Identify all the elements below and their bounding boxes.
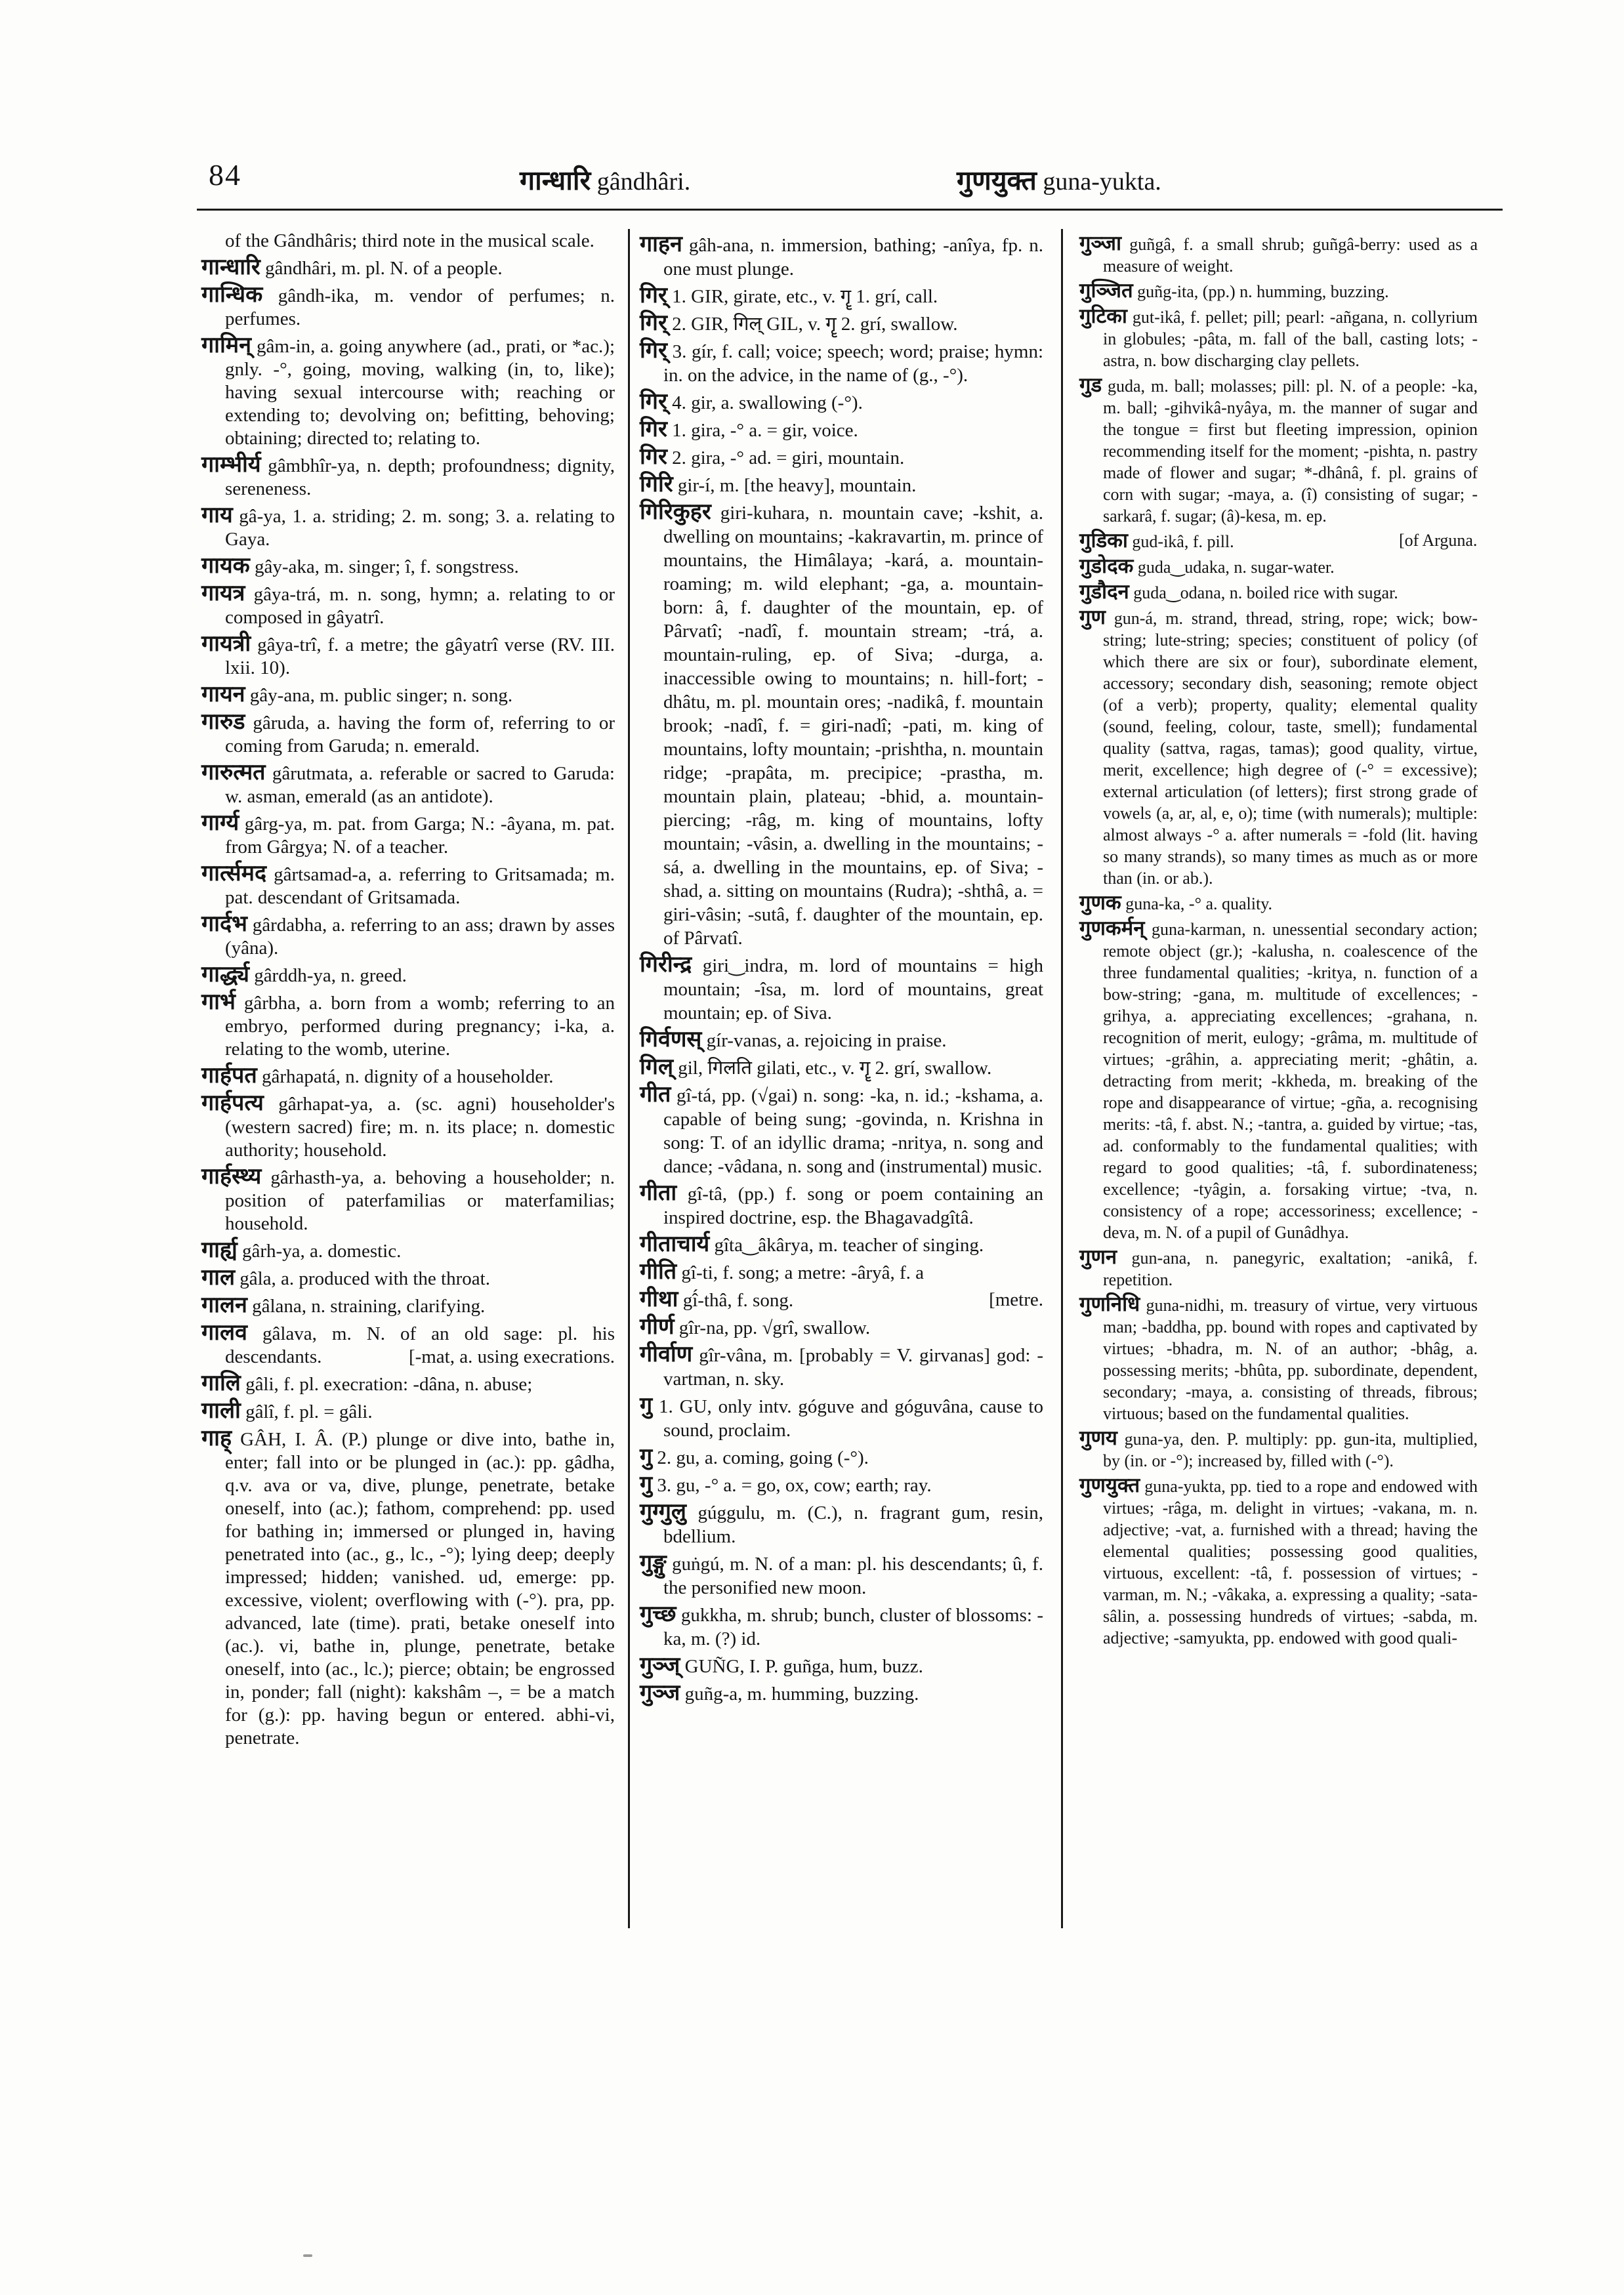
page-number: 84 [209,158,241,192]
entry-body: gúggulu, m. (C.), n. fragrant gum, resin, bdellium. [663,1502,1043,1547]
entry-body: guda, m. ball; molasses; pill: pl. N. of a people: -ka, m. ball; -gihvikâ-nyâya, m. the manner of sugar and the tongue = first but fleeting impression, opinion recommending itself for the moment; -pishta, n. pastry made of flower and sugar; *-dhânâ, f. pl. grains of corn with sugar; -maya, a. (î) consisting of sugar; -sarkarâ, f. sugar; (â)-kesa, m. ep. [1103,377,1478,526]
entry-bracket-note: [metre. [989,1289,1043,1310]
entry-body: gír-vanas, a. rejoicing in praise. [706,1030,947,1051]
dictionary-entry [201,1092,615,1162]
entry-body: gâlana, n. straining, clarifying. [252,1296,486,1317]
entry-body: gârhapat-ya, a. (sc. agni) householder's (western sacred) fire; m. n. its place; n. domestic authority; household. [225,1094,615,1161]
dictionary-entry [640,1445,1043,1470]
entry-headword-devanagari: गिर्वणस् [640,1027,702,1052]
dictionary-entry [640,1682,1043,1706]
entry-body: 2. gira, -° ad. = giri, mountain. [672,447,905,468]
entry-headword-devanagari: गालि [201,1371,241,1396]
entry-body: gî́-thâ, f. song. [682,1290,794,1311]
dictionary-entry [640,1182,1043,1230]
dictionary-entry [201,256,615,280]
entry-headword-devanagari: गु [640,1472,653,1497]
entry-body: gâ-ya, 1. a. striding; 2. m. song; 3. a. relating to Gaya. [225,506,615,550]
dictionary-entry [640,1552,1043,1600]
entry-body: gî-tâ, (pp.) f. song or poem containing an inspired doctrine, esp. the Bhagavadgîtâ. [663,1184,1043,1228]
entry-headword-devanagari: गुञ्ज [640,1681,680,1705]
entry-body: 3. gír, f. call; voice; speech; word; praise; hymn: in. on the advice, in the name of (g., -°). [663,341,1044,386]
dictionary-entry [640,339,1043,387]
text-column-1 [201,230,615,1750]
entry-body: gâlî, f. pl. = gâli. [245,1401,373,1422]
dictionary-entry [640,1343,1043,1391]
dictionary-entry [1079,1474,1478,1649]
entry-body: gî-tá, pp. (√gai) n. song: -ka, n. id.; -kshama, a. capable of being sung; -govinda, n. Krishna in song: T. of an idyllic drama; -nritya, n. song and dance; -vâdana, n. song and (instrumental) music. [663,1085,1044,1177]
dictionary-entry [1079,1427,1478,1472]
entry-body: gâya-trî, f. a metre; the gâyatrî verse (RV. III. lxii. 10). [225,634,615,678]
dictionary-entry [640,501,1043,950]
entry-body: guna-yukta, pp. tied to a rope and endowed with virtues; -râga, m. delight in virtues; -vakana, m. n. adjective; -vat, a. furnished with a thread; having the elemental qualities; possessing good qualities, virtuous, excellent: -tâ, f. possession of virtues; -varman, m. N.; -vâkaka, a. expressing a quality; -sata-sâlin, a. possessing hundreds of virtues; -sabda, m. adjective; -samyukta, pp. endowed with good quali- [1103,1477,1478,1647]
entry-headword-devanagari: गिर [640,445,667,469]
entry-body: 1. gira, -° a. = gir, voice. [672,420,858,441]
entry-body: gârddh-ya, n. greed. [254,965,407,986]
running-head-right-transliteration: guna-yukta. [1043,168,1161,196]
entry-headword-devanagari: गार्हस्थ्य [201,1165,262,1189]
dictionary-entry [640,445,1043,470]
dictionary-entry [201,1399,615,1424]
entry-headword-devanagari: गीति [640,1260,677,1284]
dictionary-entry [201,1321,615,1369]
entry-headword-devanagari: गान्धारि [201,255,260,279]
entry-headword-devanagari: गायन [201,682,245,707]
dictionary-entry [201,711,615,758]
entry-body: 1. GIR, girate, etc., v. गॄ 1. grí, call. [672,286,938,307]
dictionary-entry [201,453,615,501]
entry-body: guda‿udaka, n. sugar-water. [1137,558,1335,577]
dictionary-entry [640,1288,1043,1312]
entry-body: gâya-trá, m. n. song, hymn; a. relating to or composed in gâyatrî. [225,584,615,628]
entry-body: gîr-vâna, m. [probably = V. girvanas] god: -vartman, n. sky. [663,1345,1043,1390]
entry-bracket-note: [-mat, a. using execrations. [408,1346,615,1367]
entry-body: gukkha, m. shrub; bunch, cluster of blossoms: -ka, m. (?) id. [663,1605,1043,1649]
entry-body: guna-karman, n. unessential secondary action; remote object (gr.); -kalusha, n. coalescence of the three fundamental qualities; -kritya, n. function of a bow-string; -gana, m. multitude of excellences; -grihya, a. appreciating excellences; -grahana, n. recognition of merit, eulogy; -grâma, m. multitude of virtues; -grâhin, a. appreciating merit; -ghâtin, a. detracting from merit; -kkheda, m. breaking of the rope and disappearance of virtue; -gña, a. recognising merits: -tâ, f. abst. N.; -tantra, a. guided by virtue; -tas, ad. conformably to the fundamental qualities; with regard to good qualities; -tâ, f. subordinateness; excellence; -tyâgin, a. forsaking virtue; -tva, n. consistency of a rope; accessoriness; excellence; -deva, m. N. of a pupil of Gunâdhya. [1103,920,1478,1242]
running-head-left-devanagari: गान्धारि [520,165,591,196]
entry-body: guna-ya, den. P. multiply: pp. gun-ita, multiplied, by (in. or -°); increased by, filled with (-°). [1103,1430,1478,1470]
entry-headword-devanagari: गुञ्ज् [640,1653,680,1678]
dictionary-entry [1079,917,1478,1243]
entry-headword-devanagari: गाहन [640,232,682,257]
entry-body: gud-ikâ, f. pill. [1132,532,1234,551]
entry-headword-devanagari: गुणयुक्त [1079,1474,1140,1497]
entry-body: gârdabha, a. referring to an ass; drawn by asses (yâna). [225,915,615,959]
entry-headword-devanagari: गुण [1079,606,1106,629]
entry-body: guna-ka, -° a. quality. [1125,894,1273,913]
entry-headword-devanagari: गिरीन्द्र [640,953,692,977]
entry-headword-devanagari: गिर् [640,283,667,308]
dictionary-entry [1079,606,1478,889]
entry-body: guñgâ, f. a small shrub; guñgâ-berry: used as a measure of weight. [1103,235,1478,276]
entry-body: gârtsamad-a, a. referring to Gritsamada; m. pat. descendant of Gritsamada. [225,864,615,908]
dictionary-entry [201,1427,615,1750]
entry-headword-devanagari: गाह् [201,1426,232,1451]
dictionary-entry [201,632,615,680]
running-head-right-devanagari: गुणयुक्त [957,165,1037,196]
dictionary-entry [201,761,615,808]
entry-body: gâla, a. produced with the throat. [239,1268,490,1289]
entry-headword-devanagari: गीता [640,1181,677,1205]
dictionary-entry [201,1372,615,1396]
entry-headword-devanagari: गुणक [1079,891,1121,914]
dictionary-entry [640,1473,1043,1497]
dictionary-entry [201,1239,615,1263]
dictionary-entry [1079,529,1478,552]
dictionary-entry [201,1294,615,1318]
entry-headword-devanagari: गु [640,1445,653,1469]
entry-body: gârhapatá, n. dignity of a householder. [261,1066,554,1087]
entry-headword-devanagari: गिर् [640,339,667,363]
dictionary-entry [640,390,1043,415]
entry-headword-devanagari: गुड [1079,373,1102,396]
dictionary-entry [201,504,615,551]
entry-headword-devanagari: गायक [201,554,250,578]
entry-body: gun-ana, n. panegyric, exaltation; -anikâ, f. repetition. [1103,1249,1478,1289]
dictionary-entry [640,1315,1043,1340]
text-column-3 [1079,230,1478,1649]
entry-headword-devanagari: गारुत्मत [201,760,266,785]
entry-headword-devanagari: गुणकर्मन् [1079,917,1145,940]
entry-body: gâli, f. pl. execration: -dâna, n. abuse; [245,1374,533,1395]
entry-body: gây-ana, m. public singer; n. song. [249,685,513,706]
dictionary-entry [201,913,615,960]
entry-headword-devanagari: गारुड [201,710,245,734]
dictionary-entry [640,312,1043,336]
entry-headword-devanagari: गार्ह्य [201,1238,238,1262]
entry-body: gîr-na, pp. √grî, swallow. [678,1317,871,1338]
entry-body: 4. gir, a. swallowing (-°). [672,392,863,413]
entry-headword-devanagari: गीर्वाण [640,1342,693,1367]
entry-headword-devanagari: गीत [640,1083,671,1107]
dictionary-entry [1079,555,1478,578]
entry-headword-devanagari: गाय [201,503,233,527]
entry-headword-devanagari: गार्ग्य [201,811,239,835]
entry-headword-devanagari: गालव [201,1321,247,1345]
dictionary-entry [201,991,615,1061]
dictionary-entry [201,683,615,707]
entry-headword-devanagari: गालन [201,1293,247,1317]
dictionary-entry [640,473,1043,497]
dictionary-entry [640,1083,1043,1178]
entry-headword-devanagari: गार्हपत [201,1064,257,1088]
entry-body: GUÑG, I. P. guñga, hum, buzz. [684,1656,923,1677]
entry-body: gârbha, a. born from a womb; referring to an embryo, performed during pregnancy; i-ka, a. relating to the womb, uterine. [225,993,615,1060]
dictionary-entry [201,582,615,629]
dictionary-entry [640,1394,1043,1442]
entry-body: gîta‿âkârya, m. teacher of singing. [714,1235,984,1256]
entry-body: gâruda, a. having the form of, referring to or coming from Garuda; n. emerald. [225,713,615,756]
scan-artifact [303,2254,312,2257]
entry-headword-devanagari: गुग्गुलु [640,1500,686,1524]
entry-headword-devanagari: गुच्छ [640,1602,677,1626]
entry-headword-devanagari: गीताचार्य [640,1232,710,1256]
entry-headword-devanagari: गाल [201,1266,235,1290]
dictionary-entry [640,1260,1043,1285]
running-head-left [520,161,690,198]
dictionary-entry [1079,374,1478,527]
entry-headword-devanagari: गुणन [1079,1245,1117,1268]
dictionary-entry [1079,232,1478,277]
entry-headword-devanagari: गाली [201,1399,241,1423]
dictionary-entry [640,1654,1043,1678]
column-divider-1 [628,229,630,1928]
dictionary-entry [201,812,615,859]
entry-headword-devanagari: गुणय [1079,1426,1117,1449]
header-rule [197,209,1503,211]
column-divider-2 [1061,229,1063,1928]
entry-headword-devanagari: गार्द्ध्य [201,962,249,987]
dictionary-entry [640,1056,1043,1080]
entry-body: gil, गिलति gilati, etc., v. गॄ 2. grí, swallow. [678,1058,992,1079]
entry-headword-devanagari: गुञ्जित [1079,279,1133,302]
dictionary-entry [201,1266,615,1291]
entry-body: guda‿odana, n. boiled rice with sugar. [1133,583,1398,602]
entry-headword-devanagari: गिर् [640,390,667,414]
entry-continuation [201,230,615,253]
dictionary-entry [1079,1293,1478,1424]
dictionary-entry [1079,1246,1478,1291]
entry-body: gâmbhîr-ya, n. depth; profoundness; dignity, sereneness. [225,455,615,499]
entry-headword-devanagari: गुणनिधि [1079,1292,1140,1315]
entry-body: gârhasth-ya, a. behoving a householder; n. position of paterfamilias or materfamilias; household. [225,1167,615,1234]
entry-body: of the Gândhâris; third note in the musical scale. [225,230,594,251]
entry-body: GÂH, I. Â. (P.) plunge or dive into, bathe in, enter; fall into or be plunged in (ac.): pp. gâdha, q.v. ava or va, dive, plunge, penetrate, betake oneself, into (ac.); fathom, comprehend: pp. used for bathing in; immersed or plunged in, having penetrated into (ac., g., lc., -°); lying deep; deeply impressed; hidden; vanished. ud, emerge: pp. excessive, violent; overflowing with (-°). pra, pp. advanced, late (time). prati, betake oneself into (ac.). vi, bathe in, plunge, penetrate, betake oneself, into (ac., lc.); pierce; obtain; be engrossed in, ponder; fall (night): kakshâm –, = be a match for (g.): pp. having begun or entered. abhi-vi, penetrate. [225,1429,615,1748]
dictionary-entry [640,953,1043,1025]
dictionary-entry [201,963,615,987]
dictionary-entry [1079,581,1478,604]
running-head-left-transliteration: gândhâri. [596,168,691,196]
entry-body: 1. GU, only intv. góguve and góguvâna, cause to sound, proclaim. [659,1396,1043,1441]
entry-headword-devanagari: गुङ्गु [640,1551,667,1575]
entry-body: giri‿indra, m. lord of mountains = high mountain; -îsa, m. lord of mountains, great mountain; ep. of Siva. [663,955,1043,1023]
dictionary-entry [1079,892,1478,915]
entry-body: gârutmata, a. referable or sacred to Garuda: w. asman, emerald (as an antidote). [225,763,615,807]
entry-bracket-note: [of Arguna. [1399,531,1478,550]
entry-body: gir-í, m. [the heavy], mountain. [677,475,917,496]
entry-body: 2. gu, a. coming, going (-°). [657,1447,869,1468]
entry-body: guñg-a, m. humming, buzzing. [684,1684,919,1705]
entry-body: gârg-ya, m. pat. from Garga; N.: -âyana, m. pat. from Gârgya; N. of a teacher. [225,814,615,858]
entry-body: gut-ikâ, f. pellet; pill; pearl: -añgana, n. collyrium in globules; -pâta, m. fall of the ball, casting lots; -astra, n. bow discharging clay pellets. [1103,308,1478,370]
dictionary-entry [1079,305,1478,371]
dictionary-entry [1079,279,1478,302]
entry-body: giri-kuhara, n. mountain cave; -kshit, a. dwelling on mountains; -kakravartin, m. prince of mountains, the Himâlaya; -kará, a. mountain-roaming; m. wild elephant; -ga, a. mountain-born: â, f. daughter of the mountain, ep. of Pârvatî; -nadî, f. mountain stream; -trá, a. mountain-ruling, ep. of Siva; -durga, a. inaccessible owing to mountains; n. hill-fort; -dhâtu, m. pl. mountain ores; -nadikâ, f. mountain brook; -nadî, f. = giri-nadî; -pati, m. king of mountains, lofty mountain; -prishtha, n. mountain ridge; -prapâta, m. precipice; -prastha, m. mountain plain, plateau; -bhid, a. mountain-piercing; -râg, m. king of mountains, lofty mountain; -vâsin, a. dwelling in the mountains; -sá, a. dwelling in the mountains, ep. of Siva; -shad, a. sitting on mountains (Rudra); -shthâ, a. = giri-vâsin; -sutâ, f. daughter of the mountain, ep. of Pârvatî. [663,503,1043,949]
dictionary-entry [201,1165,615,1235]
entry-headword-devanagari: गायत्र [201,581,245,606]
entry-headword-devanagari: गिर [640,417,667,442]
entry-body: guṅgú, m. N. of a man: pl. his descendants; û, f. the personified new moon. [663,1554,1043,1598]
entry-body: gâm-in, a. going anywhere (ad., prati, or *ac.); gnly. -°, going, moving, walking (in, to, like); having sexual intercourse with; reaching or extending to; devolving on; befitting, behoving; obtaining; directed to; relating to. [225,336,615,449]
dictionary-entry [201,283,615,331]
entry-body: gândh-ika, m. vendor of perfumes; n. perfumes. [225,285,615,329]
entry-headword-devanagari: गुडोदक [1079,554,1134,577]
entry-body: gun-á, m. strand, thread, string, rope; wick; bow-string; lute-string; species; constituent of policy (of which there are six or four), subordinate element, accessory; secondary dish, seasoning; remote object (of a verb); property, quality; elemental quality (sound, feeling, colour, taste, smell); fundamental quality (sattva, ragas, tamas); good quality, virtue, merit, excellence; high degree of (-° = excessive); external articulation (of letters); first strong grade of vowels (a, ar, al, e, o); time (with numerals); multiple: almost always -° a. after numerals = -fold (lit. having so many strands), so many times as much as or more than (in. or ab.). [1103,609,1478,888]
text-column-2 [640,230,1043,1706]
dictionary-entry [640,1233,1043,1257]
entry-body: guna-nidhi, m. treasury of virtue, very virtuous man; -baddha, pp. bound with ropes and captivated by virtues; -bhadra, m. N. of an author; -bhâg, a. possessing merits; -bhûta, pp. subordinate, dependent, secondary; -maya, a. consisting of threads, fibrous; virtuous; based on the fundamental qualities. [1103,1296,1478,1423]
entry-headword-devanagari: गायत्री [201,632,251,656]
entry-headword-devanagari: गु [640,1394,653,1418]
entry-body: gây-aka, m. singer; î, f. songstress. [255,556,519,577]
dictionary-entry [640,284,1043,308]
entry-headword-devanagari: गिरि [640,472,673,497]
entry-body: guñg-ita, (pp.) n. humming, buzzing. [1137,282,1389,301]
entry-headword-devanagari: गीथा [640,1287,678,1312]
entry-headword-devanagari: गान्धिक [201,283,263,307]
entry-body: 3. gu, -° a. = go, ox, cow; earth; ray. [657,1475,932,1496]
entry-headword-devanagari: गुञ्जा [1079,232,1121,255]
running-head-right [957,161,1161,198]
dictionary-entry [201,862,615,909]
entry-headword-devanagari: गिर् [640,311,667,335]
entry-body: gî-ti, f. song; a metre: -âryâ, f. a [681,1262,924,1283]
entry-headword-devanagari: गिरिकुहर [640,500,711,524]
entry-body: gândhâri, m. pl. N. of a people. [265,258,503,279]
dictionary-entry [640,1603,1043,1651]
entry-headword-devanagari: गार्भ [201,990,236,1014]
entry-body: gârh-ya, a. domestic. [241,1241,402,1262]
entry-headword-devanagari: गाम्भीर्य [201,453,261,477]
entry-headword-devanagari: गुडौदन [1079,580,1129,603]
dictionary-entry [640,1500,1043,1548]
entry-headword-devanagari: गुडिका [1079,529,1128,552]
entry-body: gâh-ana, n. immersion, bathing; -anîya, fp. n. one must plunge. [663,235,1043,279]
dictionary-entry [640,418,1043,442]
dictionary-entry [640,1028,1043,1052]
entry-headword-devanagari: गामिन् [201,333,251,358]
dictionary-entry [201,1064,615,1088]
dictionary-entry [201,554,615,579]
entry-headword-devanagari: गीर्ण [640,1315,675,1339]
entry-headword-devanagari: गिल् [640,1055,673,1079]
entry-headword-devanagari: गार्हपत्य [201,1091,264,1115]
entry-headword-devanagari: गुटिका [1079,304,1127,327]
dictionary-entry [201,334,615,450]
entry-headword-devanagari: गार्दभ [201,912,247,936]
entry-body: 2. GIR, गिल् GIL, v. गॄ 2. grí, swallow. [672,314,958,335]
entry-body: gâlava, m. N. of an old sage: pl. his descendants. [225,1323,615,1367]
dictionary-entry [640,233,1043,281]
entry-headword-devanagari: गार्त्समद [201,861,267,886]
